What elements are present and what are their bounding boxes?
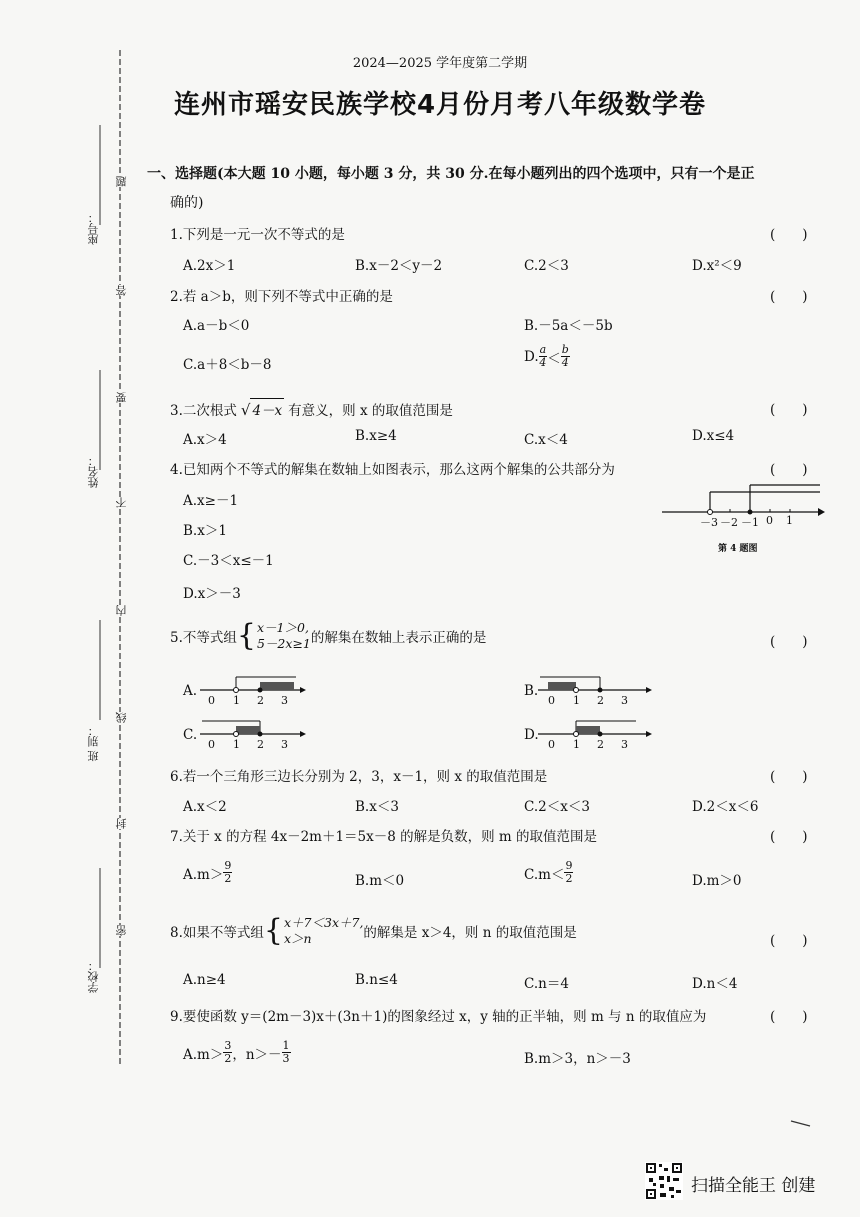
- question-3-stem: [170, 398, 453, 419]
- answer-bracket: ( ): [770, 289, 808, 305]
- q4-option-a: A.x≥－1: [183, 493, 239, 509]
- q5-tick-label: 0: [208, 738, 215, 751]
- q5-tick-label: 3: [281, 694, 288, 707]
- seat-label: 座号：: [87, 212, 100, 245]
- seal-char: 封: [115, 818, 128, 829]
- fraction: [223, 860, 232, 885]
- frac-num: b: [561, 343, 569, 356]
- q5-tick-label: 0: [548, 738, 555, 751]
- fraction: [561, 344, 570, 369]
- scan-mark: [790, 1118, 812, 1128]
- q5-tick-label: 2: [597, 694, 604, 707]
- frac-num: 9: [565, 859, 573, 872]
- seal-char: 题: [115, 176, 128, 187]
- q5-tick-label: 2: [597, 738, 604, 751]
- left-brace: {: [263, 913, 283, 948]
- seal-char: 要: [115, 392, 128, 403]
- q5-tick-label: 0: [208, 694, 215, 707]
- q3-option-b: B.x≥4: [355, 428, 397, 444]
- q5-tick-label: 0: [548, 694, 555, 707]
- q8-option-d: D.n＜4: [692, 976, 738, 992]
- section-heading: 一、选择题(本大题 10 小题，每小题 3 分，共 30 分.在每小题列出的四个选项中，只有一个是正: [147, 166, 755, 182]
- answer-bracket: ( ): [770, 634, 808, 650]
- q3-stem-pre: 3.二次根式: [170, 402, 237, 419]
- frac-num: 3: [224, 1039, 232, 1052]
- q4-option-c: C.－3＜x≤－1: [183, 553, 274, 569]
- q5-tick-label: 3: [621, 694, 628, 707]
- q4-tick-label: －1: [741, 516, 759, 529]
- square-root: √ 4－x: [241, 398, 284, 419]
- q8-option-b: B.n≤4: [355, 972, 398, 988]
- q4-option-b: B.x＞1: [183, 523, 227, 539]
- q5-tick-label: 1: [573, 738, 580, 751]
- frac-den: 2: [224, 1052, 232, 1065]
- q7-option-d: D.m＞0: [692, 873, 742, 889]
- question-9-stem: 9.要使函数 y＝(2m－3)x＋(3n＋1)的图象经过 x，y 轴的正半轴，则 m 与 n 的取值应为: [170, 1009, 707, 1025]
- answer-bracket: ( ): [770, 769, 808, 785]
- q3-option-c: C.x＜4: [524, 432, 568, 448]
- q2-option-b: B.－5a＜－5b: [524, 318, 613, 334]
- seal-char: 不: [115, 497, 128, 508]
- radicand: 4－x: [250, 398, 284, 419]
- q1-option-b: B.x－2＜y－2: [355, 258, 443, 274]
- question-8-stem: [170, 915, 577, 947]
- q4-figure-caption: 第 4 题图: [718, 544, 758, 554]
- q2-option-a: A.a－b＜0: [183, 318, 250, 334]
- inequality-system: [264, 915, 364, 947]
- q5-option-c: C.: [183, 727, 198, 743]
- q4-tick-label: －2: [720, 516, 738, 529]
- system-line-2: x＞n: [283, 931, 312, 946]
- q3-stem-post: 有意义，则 x 的取值范围是: [288, 402, 453, 419]
- exam-subtitle: 2024—2025 学年度第二学期: [352, 56, 528, 71]
- seal-char: 线: [115, 712, 128, 723]
- system-line-1: x＋7＜3x＋7,: [283, 915, 364, 930]
- q9-a-mid: ，n＞－: [232, 1046, 282, 1063]
- frac-num: 1: [282, 1039, 290, 1052]
- q8-stem-pre: 8.如果不等式组: [170, 925, 264, 941]
- q5-stem-pre: 5.不等式组: [170, 630, 237, 646]
- q5-tick-label: 1: [233, 694, 240, 707]
- question-7-stem: 7.关于 x 的方程 4x－2m＋1＝5x－8 的解是负数，则 m 的取值范围是: [170, 829, 598, 845]
- q9-a-prefix: A.m＞: [183, 1046, 224, 1063]
- q5-tick-label: 2: [257, 738, 264, 751]
- less-than-sign: ＜: [547, 350, 561, 367]
- q2-option-d-prefix: D.: [524, 348, 539, 365]
- q4-option-d: D.x＞－3: [183, 586, 241, 602]
- question-5-stem: [170, 620, 486, 652]
- q5-option-d: D.: [524, 727, 539, 743]
- system-line-2: 5－2x≥1: [256, 636, 311, 651]
- q6-option-d: D.2＜x＜6: [692, 799, 759, 815]
- q5-option-b: B.: [524, 683, 539, 699]
- q5-tick-label: 1: [233, 738, 240, 751]
- q2-option-d: [524, 344, 570, 369]
- class-label: 班 别：: [87, 725, 100, 762]
- frac-num: 9: [224, 859, 232, 872]
- school-label: 学校：: [87, 960, 100, 993]
- q6-option-b: B.x＜3: [355, 799, 399, 815]
- frac-den: 2: [224, 872, 232, 885]
- seal-char: 密: [115, 925, 128, 936]
- name-label: 姓名：: [87, 455, 100, 488]
- q3-option-a: A.x＞4: [183, 432, 227, 448]
- frac-den: 4: [539, 356, 547, 369]
- q6-option-c: C.2＜x＜3: [524, 799, 590, 815]
- seal-char: 内: [115, 605, 128, 616]
- frac-den: 4: [561, 356, 569, 369]
- fraction: [223, 1040, 232, 1065]
- left-brace: {: [236, 618, 256, 653]
- q5-tick-label: 3: [281, 738, 288, 751]
- q2-option-c: C.a＋8＜b－8: [183, 357, 272, 373]
- section-heading-cont: 确的): [170, 195, 204, 211]
- fraction: [564, 860, 573, 885]
- system-line-1: x－1＞0,: [256, 620, 309, 635]
- frac-num: a: [539, 343, 547, 356]
- answer-bracket: ( ): [770, 227, 808, 243]
- answer-bracket: ( ): [770, 1009, 808, 1025]
- q6-option-a: A.x＜2: [183, 799, 227, 815]
- q7-a-prefix: A.m＞: [183, 866, 224, 883]
- q5-tick-label: 1: [573, 694, 580, 707]
- q1-option-d: D.x²＜9: [692, 258, 742, 274]
- answer-bracket: ( ): [770, 933, 808, 949]
- q5-tick-label: 2: [257, 694, 264, 707]
- answer-bracket: ( ): [770, 462, 808, 478]
- frac-den: 2: [565, 872, 573, 885]
- q7-option-c: [524, 860, 573, 885]
- q8-stem-post: 的解集是 x＞4，则 n 的取值范围是: [363, 925, 577, 941]
- fraction: [539, 344, 548, 369]
- question-4-stem: 4.已知两个不等式的解集在数轴上如图表示，那么这两个解集的公共部分为: [170, 462, 615, 478]
- frac-den: 3: [282, 1052, 290, 1065]
- q5-option-a: A.: [183, 683, 198, 699]
- qr-code-icon: [645, 1162, 683, 1200]
- q5-tick-label: 3: [621, 738, 628, 751]
- inequality-system: [237, 620, 311, 652]
- q3-option-d: D.x≤4: [692, 428, 735, 444]
- question-2-stem: 2.若 a＞b，则下列不等式中正确的是: [170, 289, 393, 305]
- q1-option-c: C.2＜3: [524, 258, 569, 274]
- q4-tick-label: 1: [786, 514, 793, 527]
- q1-option-a: A.2x＞1: [183, 258, 236, 274]
- fraction: [282, 1040, 291, 1065]
- seal-char: 答: [115, 285, 128, 296]
- q4-tick-label: 0: [766, 514, 773, 527]
- question-1-stem: 1.下列是一元一次不等式的是: [170, 227, 345, 243]
- q8-option-c: C.n＝4: [524, 976, 569, 992]
- question-6-stem: 6.若一个三角形三边长分别为 2，3，x－1，则 x 的取值范围是: [170, 769, 548, 785]
- q9-option-b: B.m＞3，n＞－3: [524, 1051, 631, 1067]
- q7-option-b: B.m＜0: [355, 873, 405, 889]
- answer-bracket: ( ): [770, 402, 808, 418]
- q7-option-a: [183, 860, 232, 885]
- q4-tick-label: －3: [700, 516, 718, 529]
- q8-option-a: A.n≥4: [183, 972, 226, 988]
- scanner-watermark: 扫描全能王 创建: [691, 1176, 816, 1196]
- answer-bracket: ( ): [770, 829, 808, 845]
- exam-title: 连州市瑶安民族学校4月份月考八年级数学卷: [173, 90, 707, 120]
- q7-c-prefix: C.m＜: [524, 866, 565, 883]
- q5-stem-post: 的解集在数轴上表示正确的是: [310, 630, 487, 646]
- q9-option-a: [183, 1040, 291, 1065]
